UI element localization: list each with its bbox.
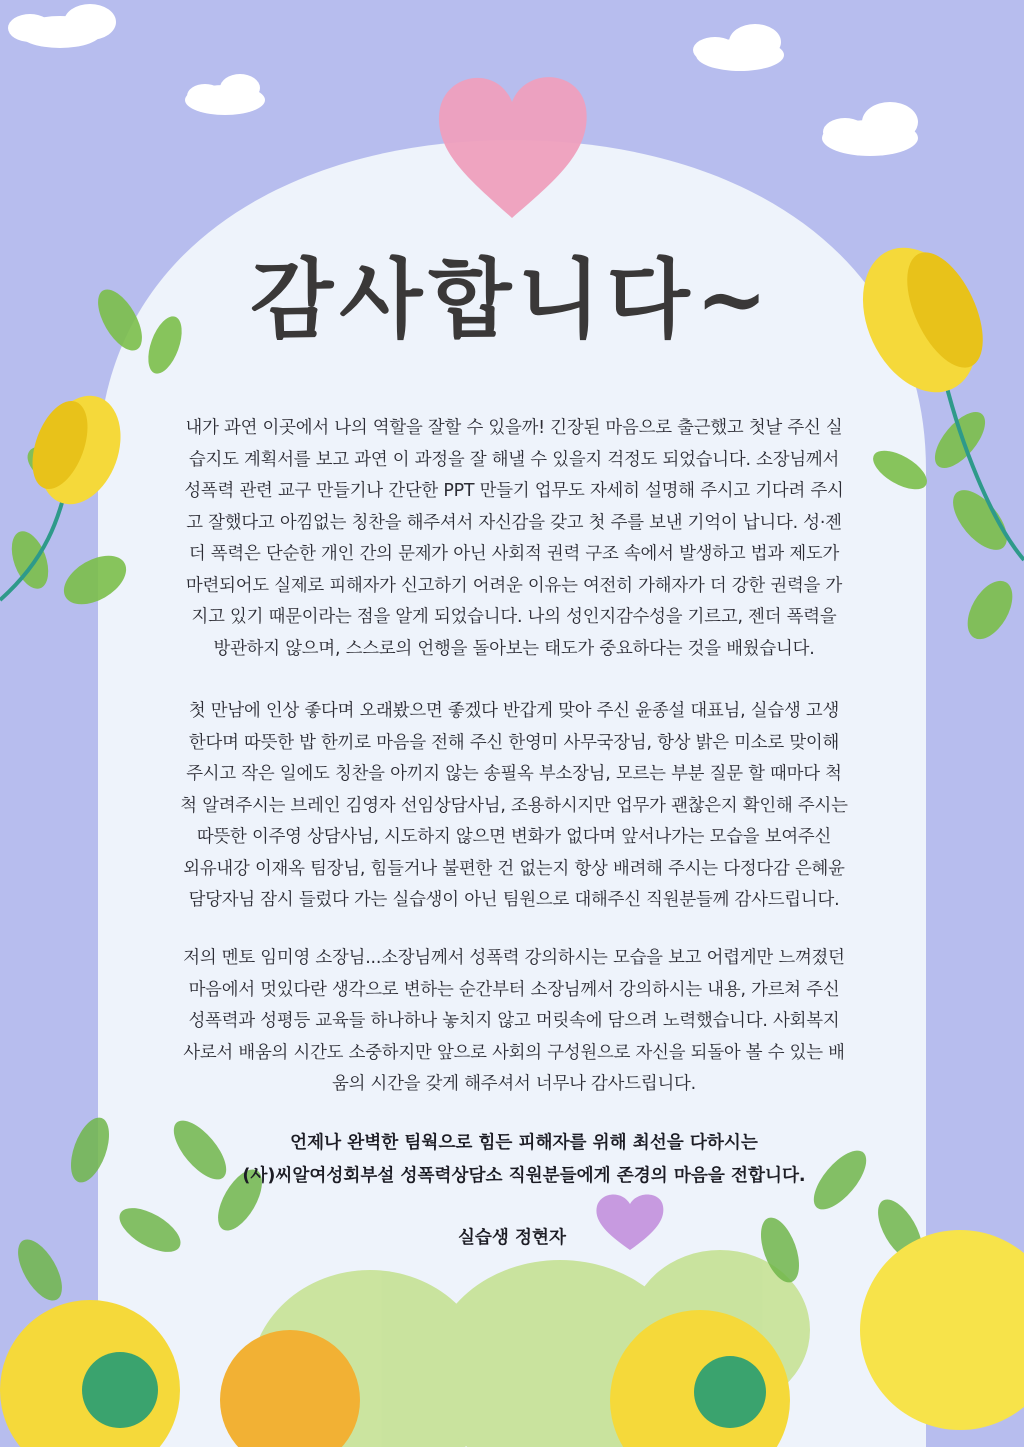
page-title: 감사합니다~ <box>250 249 774 350</box>
paragraph-line: 지고 있기 때문이라는 점을 알게 되었습니다. 나의 성인지감수성을 기르고, 젠더 폭력을 <box>191 607 837 627</box>
paragraph-line: 주시고 작은 일에도 칭찬을 아끼지 않는 송필옥 부소장님, 모르는 부분 질문 할 때마다 척 <box>186 764 842 784</box>
paragraph-line: 성폭력과 성평등 교육들 하나하나 놓치지 않고 머릿속에 담으려 노력했습니다. 사회복지 <box>188 1011 840 1031</box>
paragraph-line: 담당자님 잠시 들렀다 가는 실습생이 아닌 팀원으로 대해주신 직원분들께 감사드립니다. <box>188 890 840 910</box>
paragraph-3 <box>104 943 924 1101</box>
closing-message <box>104 1127 944 1193</box>
paragraph-line: 저의 멘토 임미영 소장님...소장님께서 성폭력 강의하시는 모습을 보고 어렵게만 느껴졌던 <box>183 948 845 968</box>
signature: 실습생 정현자 <box>457 1228 567 1248</box>
paragraph-line: 움의 시간을 갖게 해주셔서 너무나 감사드립니다. <box>332 1074 696 1094</box>
paragraph-line: 습지도 계획서를 보고 과연 이 과정을 잘 해낼 수 있을지 걱정도 되었습니다. 소장님께서 <box>188 449 840 470</box>
paragraph-line: 마음에서 멋있다란 생각으로 변하는 순간부터 소장님께서 강의하시는 내용, 가르쳐 주신 <box>188 979 840 1000</box>
paragraph-line: 첫 만남에 인상 좋다며 오래봤으면 좋겠다 반갑게 맞아 주신 윤종설 대표님, 실습생 고생 <box>188 701 840 721</box>
paragraph-line: 사로서 배움의 시간도 소중하지만 앞으로 사회의 구성원으로 자신을 되돌아 볼 수 있는 배 <box>183 1042 845 1063</box>
paragraph-line: 외유내강 이재옥 팀장님, 힘들거나 불편한 건 없는지 항상 배려해 주시는 다정다감 은혜윤 <box>183 858 845 879</box>
closing-line: 언제나 완벽한 팀웍으로 힘든 피해자를 위해 최선을 다하시는 <box>290 1133 758 1153</box>
paragraph-line: 한다며 따뜻한 밥 한끼로 마음을 전해 주신 한영미 사무국장님, 항상 밝은 미소로 맞이해 <box>188 732 840 753</box>
paragraph-line: 척 알려주시는 브레인 김영자 선임상담사님, 조용하시지만 업무가 괜찮은지 확인해 주시는 <box>180 795 848 816</box>
paragraph-1 <box>104 413 924 665</box>
paragraph-2 <box>104 696 924 917</box>
paragraph-line: 따뜻한 이주영 상담사님, 시도하지 않으면 변화가 없다며 앞서나가는 모습을 보여주신 <box>196 827 832 847</box>
closing-line: (사)씨알여성회부설 성폭력상담소 직원분들에게 존경의 마음을 전합니다. <box>242 1166 806 1186</box>
paragraph-line: 방관하지 않으며, 스스로의 언행을 돌아보는 태도가 중요하다는 것을 배웠습니다. <box>213 638 815 659</box>
paragraph-line: 더 폭력은 단순한 개인 간의 문제가 아닌 사회적 권력 구조 속에서 발생하고 법과 제도가 <box>188 544 840 564</box>
paragraph-line: 내가 과연 이곳에서 나의 역할을 잘할 수 있을까! 긴장된 마음으로 출근했고 첫날 주신 실 <box>185 418 843 438</box>
paragraph-line: 고 잘했다고 아낌없는 칭찬을 해주셔서 자신감을 갖고 첫 주를 보낸 기억이 납니다. 성·젠 <box>186 512 842 533</box>
paragraph-line: 성폭력 관련 교구 만들기나 간단한 PPT 만들기 업무도 자세히 설명해 주시고 기다려 주시 <box>184 481 844 501</box>
paragraph-line: 마련되어도 실제로 피해자가 신고하기 어려운 이유는 여전히 가해자가 더 강한 권력을 가 <box>185 575 843 596</box>
